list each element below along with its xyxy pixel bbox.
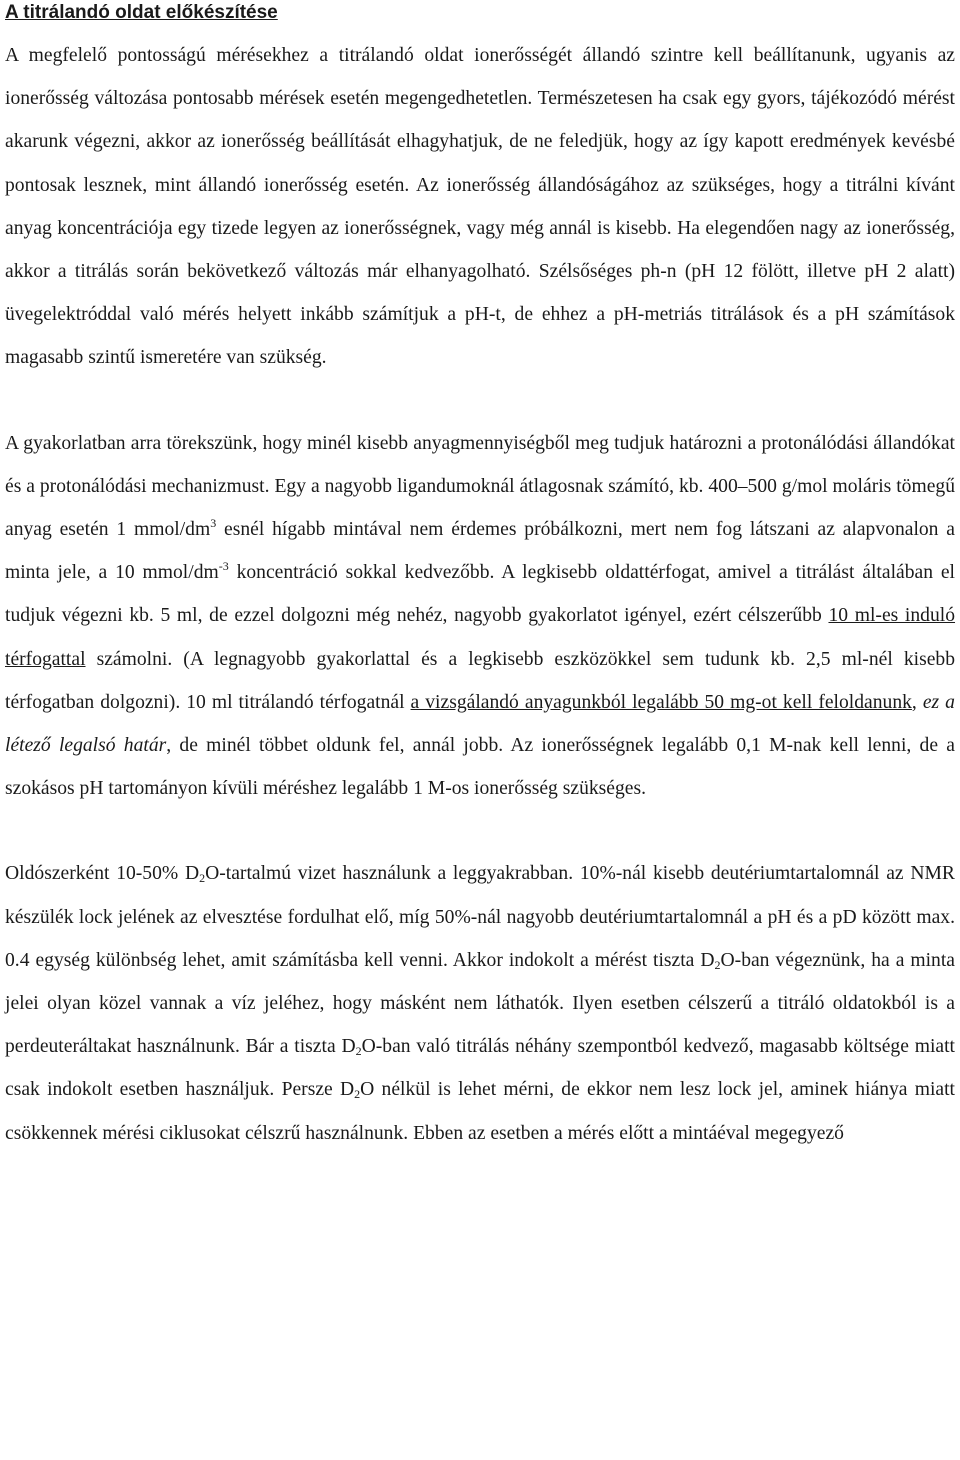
superscript: -3 <box>218 559 229 574</box>
paragraph-text: , <box>911 691 923 713</box>
paragraph-text: , de minél többet oldunk fel, annál jobb. Az ionerősségnek legalább 0,1 M-nak kell lenni, de a szokásos pH tartományon kívüli méréshez legalább 1 M-os ionerősség szükséges. <box>5 735 955 800</box>
paragraph-text: O-ban végeznünk, ha a minta jelei olyan közel vannak a víz jeléhez, hogy másként nem láthatók. Ilyen esetben célszerű a titráló oldatokból is a perdeuteráltakat használnunk. Bár a tiszta D <box>5 949 955 1058</box>
subscript: 2 <box>354 1087 361 1102</box>
section-heading: A titrálandó oldat előkészítése <box>5 2 278 23</box>
paragraph-text: Oldószerként 10-50% D <box>5 863 200 885</box>
italic-text: ez a létező legalsó határ <box>5 691 955 757</box>
paragraph-text: O nélkül is lehet mérni, de ekkor nem lesz lock jel, aminek hiánya miatt csökkennek mérési ciklusokat célszrű használnunk. Ebben az esetben a mérés előtt a mintáéval megegyező <box>5 1079 955 1144</box>
paragraph-text: A gyakorlatban arra törekszünk, hogy minél kisebb anyagmennyiségből meg tudjuk határozni a protonálódási állandókat és a protonálódási mechanizmust. Egy a nagyobb ligandumoknál átlagosnak számító, kb. 400–500 g/mol moláris tömegű anyag esetén 1 mmol/dm <box>5 432 955 541</box>
underlined-text: 10 ml-es induló térfogattal <box>5 605 956 670</box>
paragraph-sample-amount <box>5 422 955 811</box>
paragraph-text: O-tartalmú vizet használunk a leggyakrabban. 10%-nál kisebb deutériumtartalomnál az NMR készülék lock jelének az elvesztése fordulhat elő, míg 50%-nál nagyobb deutériumtartalomnál a pH és a pD között max. 0.4 egység különbség lehet, amit számításba kell venni. Akkor indokolt a mérést tiszta D <box>5 863 955 971</box>
paragraph-text: számolni. (A legnagyobb gyakorlattal és a legkisebb eszközökkel sem tudunk kb. 2,5 ml-nél kisebb térfogatban dolgozni). 10 ml titrálandó térfogatnál <box>5 648 955 713</box>
paragraph-text: O-ban való titrálás néhány szempontból kedvező, magasabb költsége miatt csak indokolt esetben használjuk. Persze D <box>5 1036 955 1101</box>
paragraph-text: A megfelelő pontosságú mérésekhez a titrálandó oldat ionerősségét állandó szintre kell beállítanunk, ugyanis az ionerősség változása pontosabb mérések esetén megengedhetetlen. Természetesen ha csak egy gyors, tájékozódó mérést akarunk végezni, akkor az ionerősség beállítását elhagyhatjuk, de ne feledjük, hogy az így kapott eredmények kevésbé pontosak lesznek, mint állandó ionerősség esetén. Az ionerősség állandóságához az szükséges, hogy a titrálni kívánt anyag koncentrációja egy tizede legyen az ionerősségnek, vagy még annál is kisebb. Ha elegendően nagy az ionerősség, akkor a titrálás során bekövetkező változás már elhanyagolható. Szélsőséges ph-n (pH 12 fölött, illetve pH 2 alatt) üvegelektróddal való mérés helyett inkább számítjuk a pH-t, de ehhez a pH-metriás titrálások és a pH számítások magasabb szintű ismeretére van szükség. <box>5 45 955 369</box>
paragraph-solvent <box>5 852 955 1154</box>
paragraph-text: esnél hígabb mintával nem érdemes próbálkozni, mert nem fog látszani az alapvonalon a minta jele, a 10 mmol/dm <box>5 519 956 584</box>
superscript: 3 <box>210 516 217 531</box>
subscript: 2 <box>199 871 206 886</box>
paragraph-ionic-strength <box>5 34 955 380</box>
subscript: 2 <box>714 957 721 972</box>
paragraph-text: koncentráció sokkal kedvezőbb. A legkisebb oldattérfogat, amivel a titrálást általában el tudjuk végezni kb. 5 ml, de ezzel dolgozni még nehéz, nagyobb gyakorlatot igényel, ezért célszerűbb <box>5 562 956 627</box>
subscript: 2 <box>355 1044 362 1059</box>
underlined-text: a vizsgálandó anyagunkból legalább 50 mg-ot kell feloldanunk <box>410 691 912 713</box>
document-page <box>5 0 955 1155</box>
